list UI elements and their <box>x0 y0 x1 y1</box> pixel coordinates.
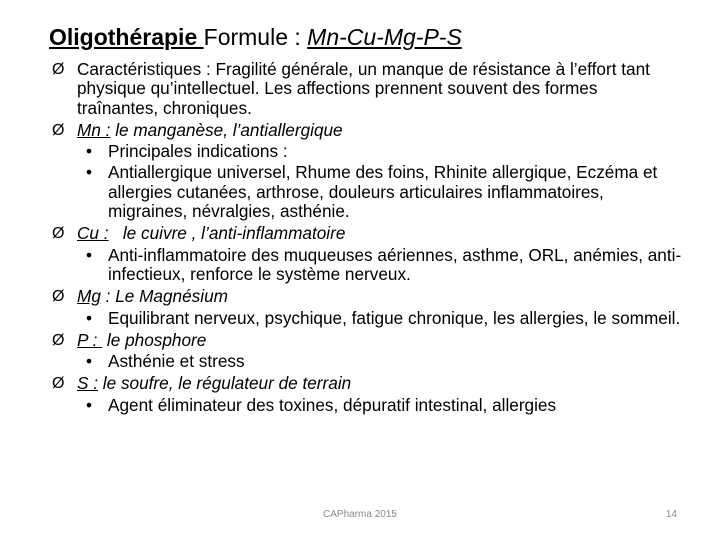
bullet-mn <box>52 121 682 140</box>
title-oligotherapie: Oligothérapie <box>49 24 204 50</box>
dot-bullet-icon: • <box>86 141 93 162</box>
slide-title <box>49 22 462 52</box>
dot-bullet-icon: • <box>86 394 93 415</box>
arrow-bullet-icon: Ø <box>52 61 65 78</box>
subbullet <box>52 163 682 221</box>
arrow-bullet-icon: Ø <box>52 331 65 349</box>
bullet-symbol: Mn : <box>77 119 111 140</box>
arrow-bullet-icon: Ø <box>52 121 65 139</box>
arrow-bullet-icon: Ø <box>52 225 65 243</box>
subbullet <box>52 396 682 415</box>
subbullet-text: Anti-inflammatoire des muqueuses aériennes, asthme, ORL, anémies, anti-infectieux, renforce le système nerveux. <box>108 244 682 284</box>
slide-content <box>52 57 682 415</box>
dot-bullet-icon: • <box>86 244 93 265</box>
arrow-bullet-icon: Ø <box>52 288 65 306</box>
title-formule: Formule : <box>203 24 308 50</box>
footer-label: CAPharma 2015 <box>323 509 397 520</box>
subbullet-text: Principales indications : <box>108 141 288 162</box>
bullet-caracteristiques <box>52 60 682 118</box>
title-formula: Mn-Cu-Mg-P-S <box>307 24 462 50</box>
subbullet-text: Antiallergique universel, Rhume des foins, Rhinite allergique, Eczéma et allergies cutanées, arthrose, douleurs articulaires inflammatoires, migraines, névralgies, asthénie. <box>108 162 658 222</box>
bullet-p <box>52 331 682 350</box>
dot-bullet-icon: • <box>86 162 93 183</box>
bullet-text: le manganèse, l’antiallergique <box>110 119 343 140</box>
bullet-symbol: P : <box>77 329 103 350</box>
arrow-bullet-icon: Ø <box>52 375 65 393</box>
bullet-symbol: Cu : <box>77 223 109 244</box>
subbullet <box>52 246 682 285</box>
dot-bullet-icon: • <box>86 307 93 328</box>
subbullet-text: Equilibrant nerveux, psychique, fatigue chronique, les allergies, le sommeil. <box>108 307 681 328</box>
bullet-symbol: S : <box>77 373 99 394</box>
bullet-text: Caractéristiques : Fragilité générale, un manque de résistance à l’effort tant physique qu’intellectuel. Les affections prennent souvent des formes traînantes, chroniques. <box>77 59 650 118</box>
bullet-text: le soufre, le régulateur de terrain <box>98 373 352 394</box>
bullet-s <box>52 374 682 393</box>
bullet-mg <box>52 287 682 306</box>
subbullet <box>52 352 682 371</box>
bullet-cu <box>52 224 682 243</box>
subbullet-text: Asthénie et stress <box>108 351 245 372</box>
bullet-text: le phosphore <box>102 329 207 350</box>
subbullet <box>52 142 682 161</box>
subbullet <box>52 309 682 328</box>
subbullet-text: Agent éliminateur des toxines, dépuratif intestinal, allergies <box>108 394 557 415</box>
dot-bullet-icon: • <box>86 351 93 372</box>
page-number: 14 <box>665 509 677 520</box>
bullet-text: le cuivre , l’anti-inflammatoire <box>108 223 346 244</box>
bullet-text: : Le Magnésium <box>100 286 228 307</box>
bullet-symbol: Mg <box>77 286 101 307</box>
